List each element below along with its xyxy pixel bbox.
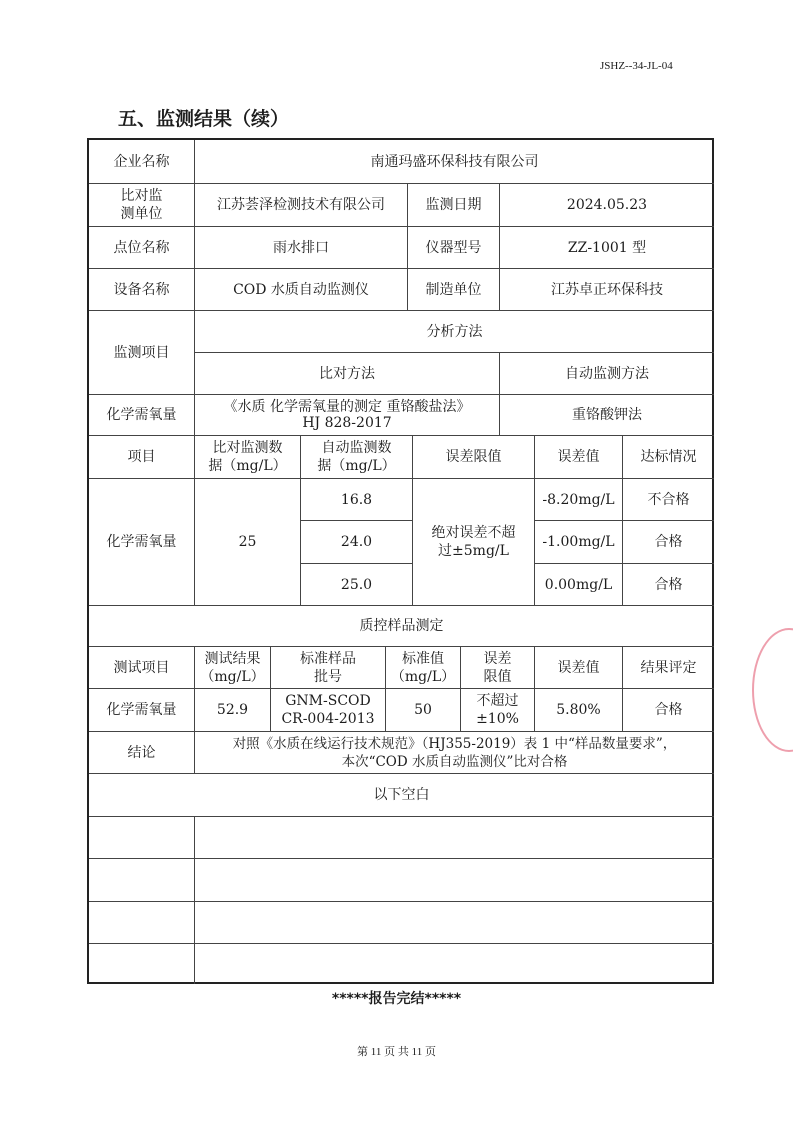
qc-value: GNM-SCOD CR-004-2013 — [271, 689, 386, 732]
page-number: 第 11 页 共 11 页 — [357, 1046, 436, 1058]
header-auto-data: 自动监测数 据（mg/L） — [301, 436, 413, 479]
qc-header: 标准样品 批号 — [271, 647, 386, 689]
empty-cell — [195, 817, 714, 859]
qc-header: 结果评定 — [623, 647, 714, 689]
cod-auto-method: 重铬酸钾法 — [500, 395, 714, 436]
blank-label: 以下空白 — [89, 774, 714, 817]
empty-cell — [89, 944, 195, 984]
compare-item: 化学需氧量 — [89, 479, 195, 606]
error-value: -1.00mg/L — [535, 521, 623, 564]
section-heading: 五、监测结果（续） — [118, 108, 290, 130]
empty-cell — [89, 902, 195, 944]
qc-value: 化学需氧量 — [89, 689, 195, 732]
empty-cell — [89, 817, 195, 859]
qc-value: 合格 — [623, 689, 714, 732]
monitor-date-value: 2024.05.23 — [500, 184, 714, 227]
monitor-date-label: 监测日期 — [408, 184, 500, 227]
maker-value: 江苏卓正环保科技 — [500, 269, 714, 311]
status-value: 合格 — [623, 521, 714, 564]
item-label: 监测项目 — [89, 311, 195, 395]
header-item: 项目 — [89, 436, 195, 479]
enterprise-value: 南通玛盛环保科技有限公司 — [195, 140, 714, 184]
point-value: 雨水排口 — [195, 227, 408, 269]
report-end-mark: *****报告完结***** — [331, 991, 462, 1007]
qc-header: 误差值 — [535, 647, 623, 689]
header-compare-data: 比对监测数 据（mg/L） — [195, 436, 301, 479]
maker-label: 制造单位 — [408, 269, 500, 311]
qc-value: 52.9 — [195, 689, 271, 732]
auto-method-label: 自动监测方法 — [500, 353, 714, 395]
model-value: ZZ-1001 型 — [500, 227, 714, 269]
qc-value: 不超过 ±10% — [461, 689, 535, 732]
qc-value: 5.80% — [535, 689, 623, 732]
auto-value: 25.0 — [301, 564, 413, 606]
compare-value: 25 — [195, 479, 301, 606]
conclusion-text: 对照《水质在线运行技术规范》（HJ355-2019）表 1 中“样品数量要求”， 本次“COD 水质自动监测仪”比对合格 — [195, 732, 714, 774]
header-status: 达标情况 — [623, 436, 714, 479]
error-value: 0.00mg/L — [535, 564, 623, 606]
cod-label: 化学需氧量 — [89, 395, 195, 436]
qc-title: 质控样品测定 — [89, 606, 714, 647]
status-value: 不合格 — [623, 479, 714, 521]
auto-value: 16.8 — [301, 479, 413, 521]
seal-stamp-icon — [752, 628, 793, 752]
auto-value: 24.0 — [301, 521, 413, 564]
method-label: 分析方法 — [195, 311, 714, 353]
qc-header: 标准值 （mg/L） — [386, 647, 461, 689]
compare-method-label: 比对方法 — [195, 353, 500, 395]
conclusion-label: 结论 — [89, 732, 195, 774]
document-code: JSHZ--34-JL-04 — [600, 60, 673, 72]
results-table — [87, 138, 714, 984]
qc-header: 误差 限值 — [461, 647, 535, 689]
qc-header: 测试项目 — [89, 647, 195, 689]
compare-unit-value: 江苏荟泽检测技术有限公司 — [195, 184, 408, 227]
empty-cell — [195, 859, 714, 902]
empty-cell — [195, 902, 714, 944]
enterprise-label: 企业名称 — [89, 140, 195, 184]
qc-value: 50 — [386, 689, 461, 732]
point-label: 点位名称 — [89, 227, 195, 269]
header-limit: 误差限值 — [413, 436, 535, 479]
error-limit: 绝对误差不超 过±5mg/L — [413, 479, 535, 606]
device-value: COD 水质自动监测仪 — [195, 269, 408, 311]
empty-cell — [89, 859, 195, 902]
model-label: 仪器型号 — [408, 227, 500, 269]
error-value: -8.20mg/L — [535, 479, 623, 521]
qc-header: 测试结果 （mg/L） — [195, 647, 271, 689]
status-value: 合格 — [623, 564, 714, 606]
header-error: 误差值 — [535, 436, 623, 479]
cod-compare-method: 《水质 化学需氧量的测定 重铬酸盐法》 HJ 828-2017 — [195, 395, 500, 436]
empty-cell — [195, 944, 714, 984]
compare-unit-label: 比对监 测单位 — [89, 184, 195, 227]
device-label: 设备名称 — [89, 269, 195, 311]
